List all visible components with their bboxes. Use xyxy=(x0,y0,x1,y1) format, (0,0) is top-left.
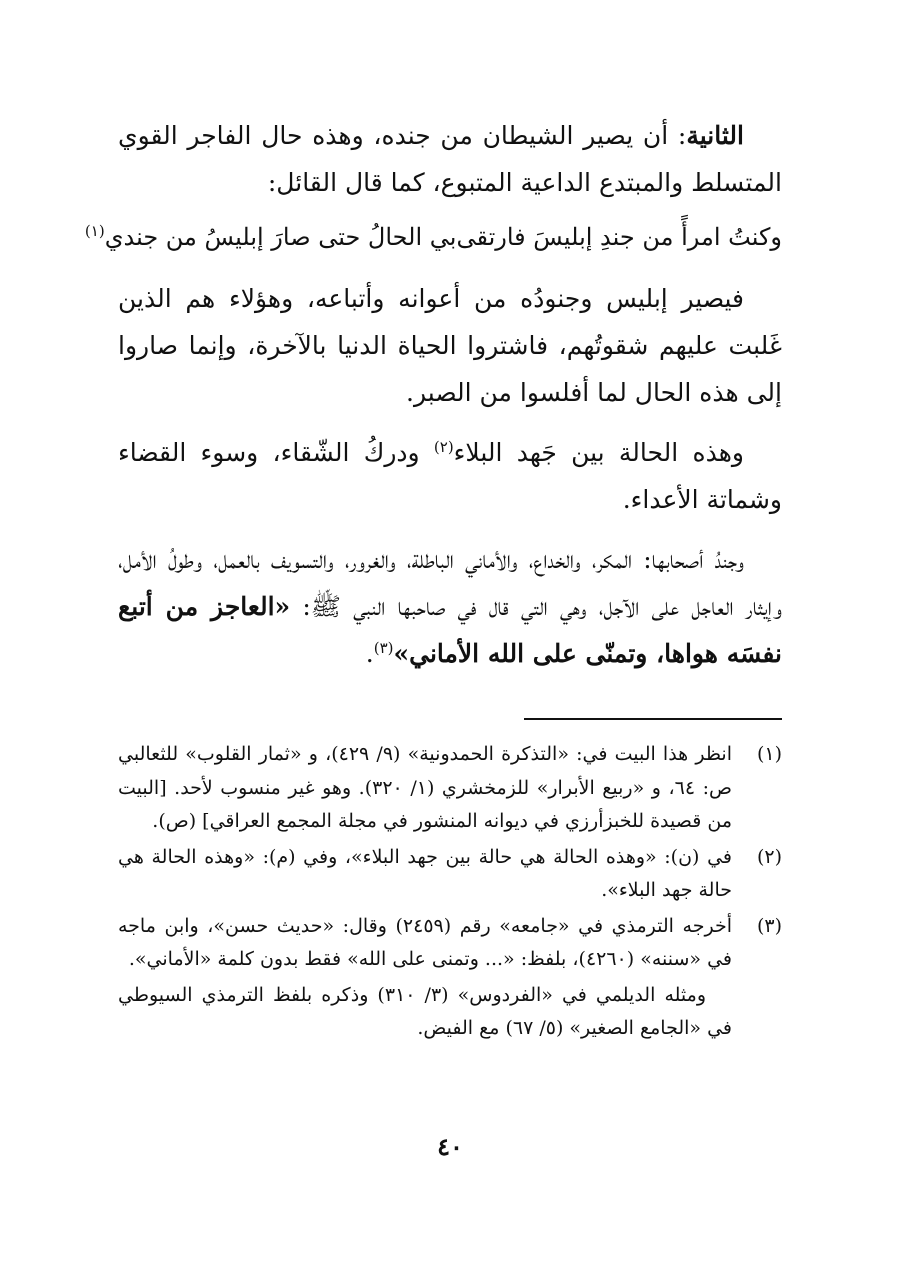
footnote-text: في (ن): «وهذه الحالة هي حالة بين جهد البلاء»، وفي (م): «وهذه الحالة هي حالة جهد البلاء». xyxy=(118,845,732,901)
paragraph-3 xyxy=(118,429,782,523)
footnote-number: (١) xyxy=(756,743,782,765)
paragraph-1 xyxy=(118,112,782,206)
footnote-3 xyxy=(118,910,782,977)
verse-first-hemistich: وكنتُ امرأً من جندِ إبليسَ فارتقى xyxy=(456,223,782,251)
paragraph-4-text: وجندُ أصحابها: المكر، والخداع، والأماني الباطلة، والغرور، والتسويف بالعمل، وطولُ الأمل، وإيثار العاجل على الآجل، وهي التي قال في صاحبها النبي ﷺ: xyxy=(118,545,782,621)
footnote-ref-3[interactable]: (٣) xyxy=(373,639,394,657)
footnote-text: أخرجه الترمذي في «جامعه» رقم (٢٤٥٩) وقال: «حديث حسن»، وابن ماجه في «سننه» (٤٢٦٠)، بلفظ: «... وتمنى على الله» فقط بدون كلمة «الأماني». xyxy=(118,914,732,970)
footnote-separator xyxy=(524,718,782,720)
page-number: ٤٠ xyxy=(437,1132,463,1161)
footnote-text: انظر هذا البيت في: «التذكرة الحمدونية» (٩/ ٤٢٩)، و «ثمار القلوب» للثعالبي ص: ٦٤، و «ربيع الأبرار» للزمخشري (١/ ٣٢٠). وهو غير منسوب لأحد. [البيت من قصيدة للخبزأرزي في ديوانه المنشور في مجلة المجمع العراقي] (ص). xyxy=(118,743,732,832)
footnote-1 xyxy=(118,738,782,839)
verse-second-hemistich xyxy=(85,214,457,261)
main-text xyxy=(84,112,782,690)
footnote-ref-2[interactable]: (٢) xyxy=(433,438,454,456)
paragraph-3-text-b: ودركُ الشّقاء، وسوء القضاء وشماتة الأعداء. xyxy=(118,438,782,514)
footnote-ref-1[interactable]: (١) xyxy=(84,222,105,240)
paragraph-2: فيصير إبليس وجنودُه من أعوانه وأتباعه، وهؤلاء هم الذين غَلبت عليهم شقوتُهم، فاشتروا الحياة الدنيا بالآخرة، وإنما صاروا إلى هذه الحال لما أفلسوا من الصبر. xyxy=(118,284,782,407)
paragraph-lead-word: الثانية xyxy=(686,121,744,150)
verse-second-text: بي الحالُ حتى صارَ إبليسُ من جندي xyxy=(104,223,457,251)
footnote-number: (٣) xyxy=(756,914,782,937)
footnotes xyxy=(118,738,782,1046)
poetry-verse xyxy=(84,214,782,261)
footnote-number: (٢) xyxy=(756,845,782,868)
hadith-quote: «العاجز من أتبع نفسَه هواها، وتمنّى على الله الأماني» xyxy=(118,592,782,668)
paragraph-3-text-a: وهذه الحالة بين جَهد البلاء xyxy=(453,438,744,467)
paragraph-1-text: : أن يصير الشيطان من جنده، وهذه حال الفاجر القوي المتسلط والمبتدع الداعية المتبوع، كما قال القائل: xyxy=(118,121,782,197)
footnote-3-continuation: ومثله الديلمي في «الفردوس» (٣/ ٣١٠) وذكره بلفظ الترمذي السيوطي في «الجامع الصغير» (٥/ ٦٧) مع الفيض. xyxy=(118,983,732,1039)
paragraph-4 xyxy=(118,536,782,677)
footnote-2 xyxy=(118,841,782,908)
paragraph-4-end: . xyxy=(365,639,374,668)
